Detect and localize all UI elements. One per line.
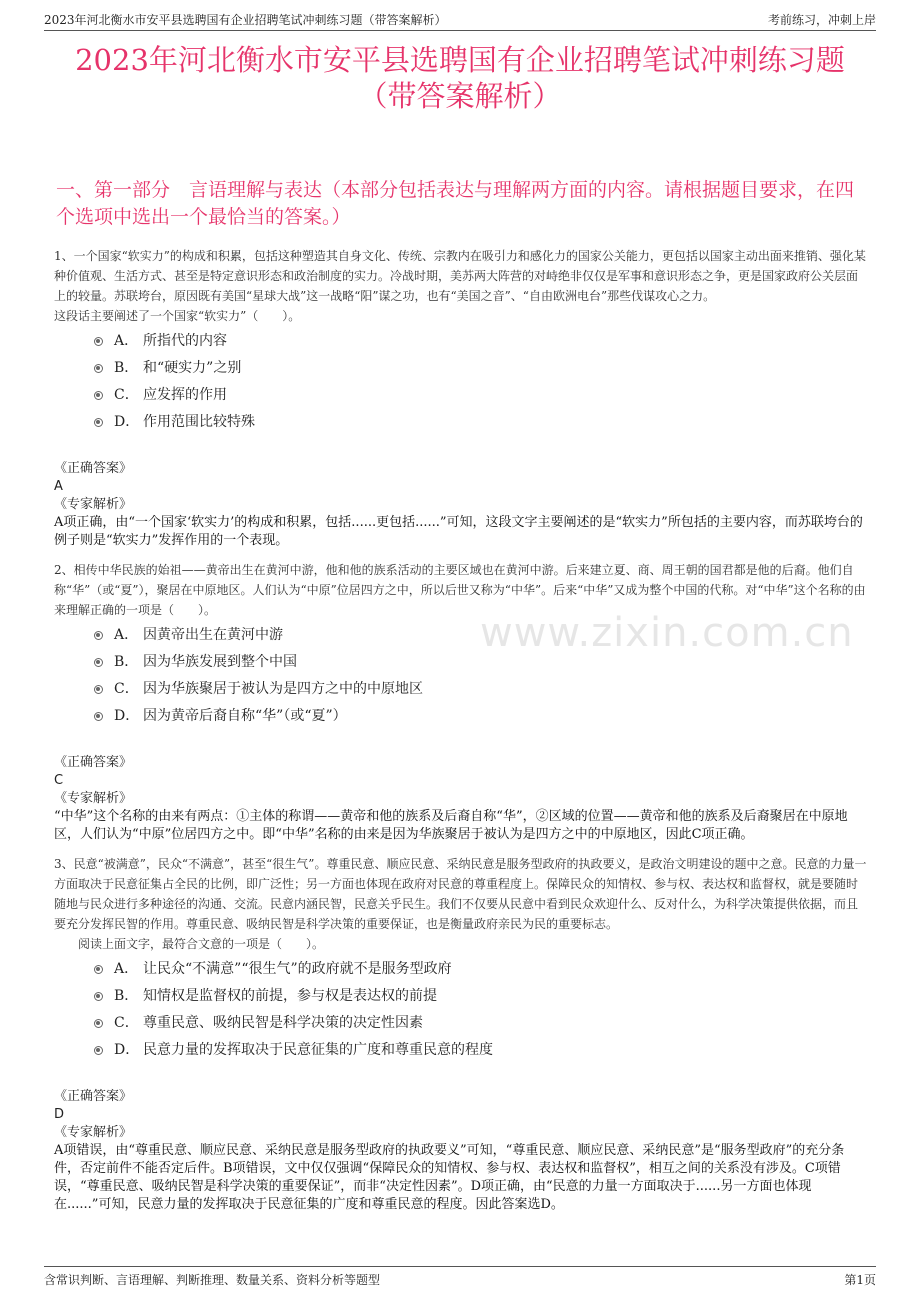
watermark: www.zixin.com.cn — [480, 610, 854, 656]
page-title — [40, 42, 880, 114]
option-text: 因为华族发展到整个中国 — [143, 654, 297, 670]
option-letter: D． — [114, 414, 140, 430]
option-letter: A． — [114, 627, 139, 643]
header-slogan: 考前练习，冲刺上岸 — [767, 13, 876, 27]
analysis-text: A项错误，由“尊重民意、顺应民意、采纳民意是服务型政府的执政要义”可知，“尊重民意、顺应民意、采纳民意”是“服务型政府”的充分条件，否定前件不能否定后件。B项错误，文中仅仅强调“保障民众的知情权、参与权、表达权和监督权”，相互之间的关系没有涉及。C项错误，“尊重民意、吸纳民智是科学决策的重要保证”，而非“决定性因素”。D项正确，由“民意的力量一方面取决于......另一方面也体现在......”可知，民意力量的发挥取决于民意征集的广度和尊重民意的程度。因此答案选D。 — [54, 1143, 845, 1212]
page-title-line2: （带答案解析） — [358, 79, 562, 113]
radio-icon[interactable] — [94, 712, 103, 721]
option-b[interactable] — [90, 985, 868, 1012]
option-text: 和“硬实力”之别 — [143, 360, 242, 376]
option-text: 作用范围比较特殊 — [143, 414, 255, 430]
answer-label: 《正确答案》 — [54, 1089, 133, 1104]
option-b[interactable] — [90, 651, 868, 678]
option-text: 民意力量的发挥取决于民意征集的广度和尊重民意的程度 — [143, 1042, 493, 1058]
footer-note: 含常识判断、言语理解、判断推理、数量关系、资料分析等题型 — [44, 1273, 381, 1287]
question-1 — [54, 246, 868, 550]
question-stem: 阅读上面文字，最符合文意的一项是（ ）。 — [78, 937, 325, 951]
option-text: 应发挥的作用 — [143, 387, 227, 403]
radio-icon[interactable] — [94, 364, 103, 373]
option-letter: C． — [114, 387, 139, 403]
radio-icon[interactable] — [94, 1046, 103, 1055]
option-letter: B． — [114, 360, 139, 376]
answer-label: 《正确答案》 — [54, 461, 133, 476]
radio-icon[interactable] — [94, 631, 103, 640]
answer-value: D — [54, 1107, 65, 1122]
option-text: 所指代的内容 — [143, 333, 227, 349]
page-number: 第1页 — [844, 1273, 876, 1287]
option-text: 因黄帝出生在黄河中游 — [143, 627, 283, 643]
radio-icon[interactable] — [94, 418, 103, 427]
option-d[interactable] — [90, 1039, 868, 1066]
option-a[interactable] — [90, 624, 868, 651]
option-text: 因为华族聚居于被认为是四方之中的中原地区 — [143, 681, 423, 697]
radio-icon[interactable] — [94, 391, 103, 400]
page-bottom-fade — [40, 1246, 880, 1264]
option-d[interactable] — [90, 411, 868, 438]
option-text: 因为黄帝后裔自称“华”（或“夏”） — [143, 708, 347, 724]
section-heading: 一、第一部分 言语理解与表达（本部分包括表达与理解两方面的内容。请根据题目要求，在四个选项中选出一个最恰当的答案。） — [56, 179, 855, 228]
option-letter: C． — [114, 681, 139, 697]
radio-icon[interactable] — [94, 965, 103, 974]
option-letter: D． — [114, 1042, 140, 1058]
option-letter: A． — [114, 961, 139, 977]
option-letter: C． — [114, 1015, 139, 1031]
question-text: 3、民意“被满意”，民众“不满意”，甚至“很生气”。尊重民意、顺应民意、采纳民意是服务型政府的执政要义，是政治文明建设的题中之意。民意的力量一方面取决于民意征集占全民的比例，即广泛性；另一方面也体现在政府对民意的尊重程度上。保障民众的知情权、参与权、表达权和监督权，就是要随时随地与民众进行多种途径的沟通、交流。民意内涵民智，民意关乎民生。我们不仅要从民意中看到民众欢迎什么、反对什么，为科学决策提供依据，而且要充分发挥民智的作用。尊重民意、吸纳民智是科学决策的重要保证，也是衡量政府亲民为民的重要标志。 — [54, 857, 867, 931]
analysis-text: A项正确，由“一个国家‘软实力’的构成和积累，包括......更包括......”可知，这段文字主要阐述的是“软实力”所包括的主要内容，而苏联垮台的例子则是“软实力”发挥作用的一个表现。 — [54, 515, 863, 548]
option-c[interactable] — [90, 1012, 868, 1039]
option-b[interactable] — [90, 357, 868, 384]
radio-icon[interactable] — [94, 337, 103, 346]
question-2 — [54, 560, 868, 844]
header-doc-title: 2023年河北衡水市安平县选聘国有企业招聘笔试冲刺练习题（带答案解析） — [44, 13, 447, 27]
option-d[interactable] — [90, 705, 868, 732]
radio-icon[interactable] — [94, 685, 103, 694]
question-text: 1、一个国家“软实力”的构成和积累，包括这种塑造其自身文化、传统、宗教内在吸引力和感化力的国家公关能力，更包括以国家主动出面来推销、强化某种价值观、生活方式、甚至是特定意识形态和政治制度的实力。冷战时期，美苏两大阵营的对峙绝非仅仅是军事和意识形态之争，更是国家政府公关层面上的较量。苏联垮台，原因既有美国“星球大战”这一战略“阳”谋之功，也有“美国之音”、“自由欧洲电台”那些伐谋攻心之力。 — [54, 249, 866, 303]
analysis-label: 《专家解析》 — [54, 791, 133, 806]
radio-icon[interactable] — [94, 992, 103, 1001]
option-list — [90, 624, 868, 732]
page-title-line1: 2023年河北衡水市安平县选聘国有企业招聘笔试冲刺练习题 — [75, 43, 845, 77]
question-3 — [54, 854, 868, 1214]
option-list — [90, 958, 868, 1066]
option-text: 让民众“不满意”“很生气”的政府就不是服务型政府 — [143, 961, 452, 977]
page-footer — [44, 1266, 876, 1291]
analysis-text: “中华”这个名称的由来有两点：①主体的称谓——黄帝和他的族系及后裔自称“华”，②区域的位置——黄帝和他的族系及后裔聚居在中原地区，人们认为“中原”位居四方之中。即“中华”名称的由来是因为华族聚居于被认为是四方之中的中原地区，因此C项正确。 — [54, 809, 848, 842]
analysis-label: 《专家解析》 — [54, 497, 133, 512]
radio-icon[interactable] — [94, 658, 103, 667]
answer-label: 《正确答案》 — [54, 755, 133, 770]
answer-value: C — [54, 773, 64, 788]
radio-icon[interactable] — [94, 1019, 103, 1028]
option-a[interactable] — [90, 330, 868, 357]
option-letter: D． — [114, 708, 140, 724]
option-list — [90, 330, 868, 438]
question-stem: 这段话主要阐述了一个国家“软实力”（ ）。 — [54, 309, 301, 323]
option-letter: B． — [114, 988, 139, 1004]
option-c[interactable] — [90, 384, 868, 411]
option-letter: B． — [114, 654, 139, 670]
option-text: 知情权是监督权的前提，参与权是表达权的前提 — [143, 988, 437, 1004]
option-letter: A． — [114, 333, 139, 349]
page-header — [44, 8, 876, 31]
option-a[interactable] — [90, 958, 868, 985]
option-text: 尊重民意、吸纳民智是科学决策的决定性因素 — [143, 1015, 423, 1031]
option-c[interactable] — [90, 678, 868, 705]
question-list — [54, 246, 868, 1224]
analysis-label: 《专家解析》 — [54, 1125, 133, 1140]
answer-value: A — [54, 479, 63, 494]
question-text: 2、相传中华民族的始祖——黄帝出生在黄河中游，他和他的族系活动的主要区域也在黄河中游。后来建立夏、商、周王朝的国君都是他的后裔。他们自称“华”（或“夏”），聚居在中原地区。人们认为“中原”位居四方之中，所以后世又称为“中华”。后来“中华”又成为整个中国的代称。对“中华”这个名称的由来理解正确的一项是（ ）。 — [54, 563, 866, 617]
